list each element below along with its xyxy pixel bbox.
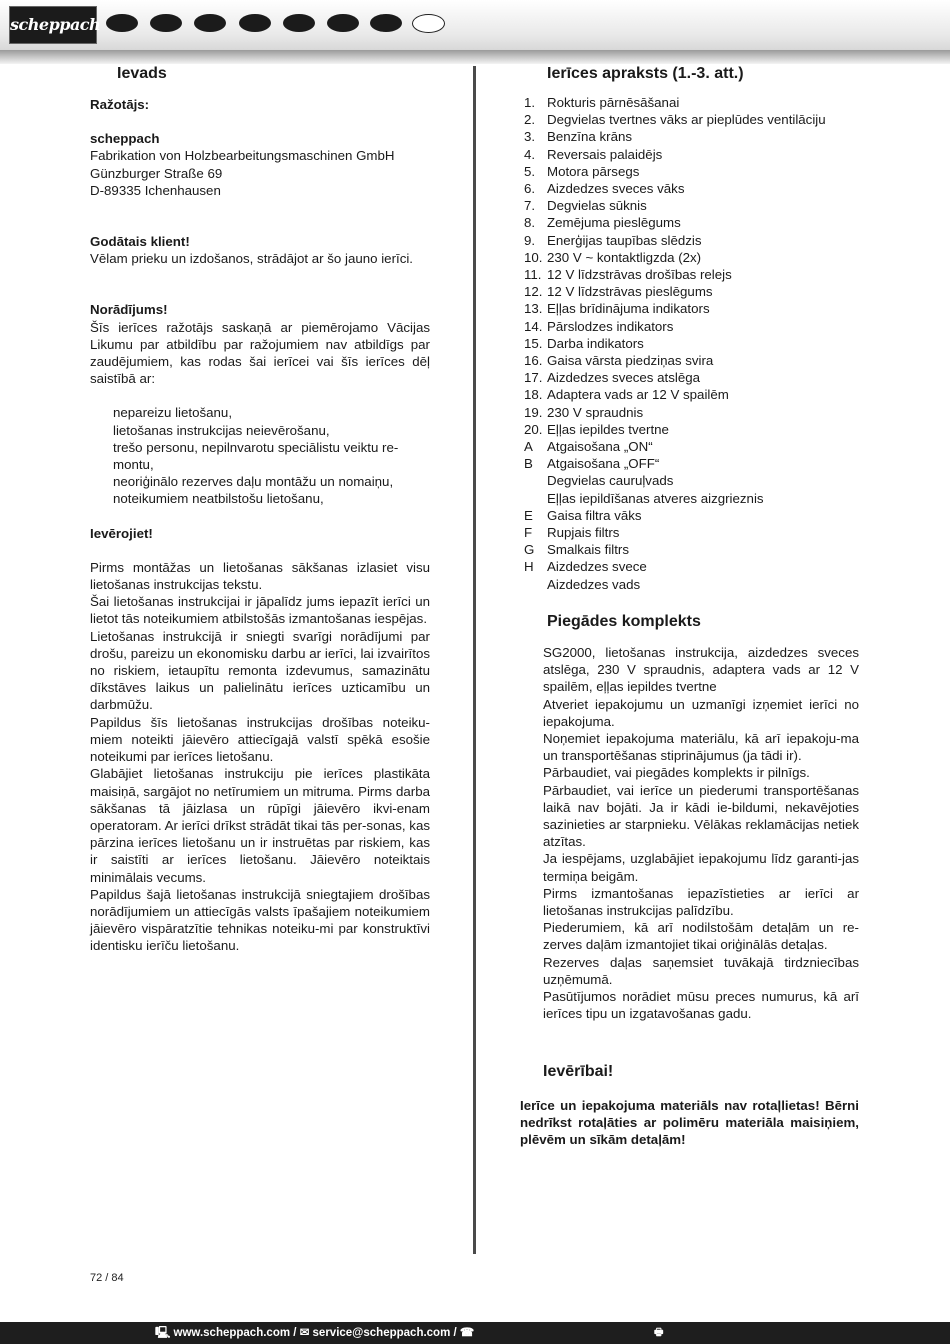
part-item: B Atgaisošana „OFF“	[524, 456, 660, 472]
paragraph: Pirms montāžas un lietošanas sākšanas izlasiet visu lietošanas instrukcijas tekstu.	[90, 559, 430, 593]
paragraph: Ja iespējams, uzglabājiet iepakojumu līdz garanti-jas termiņa beigām.	[543, 851, 859, 884]
list-item: lietošanas instrukcijas neievērošanu,	[113, 422, 330, 438]
part-item: 7. Degvielas sūknis	[524, 198, 647, 214]
part-item: 18. Adaptera vads ar 12 V spailēm	[524, 387, 729, 403]
page-number: 72 / 84	[90, 1272, 124, 1284]
language-dot	[239, 14, 271, 32]
part-item: 14. Pārslodzes indikators	[524, 318, 674, 334]
note-heading: Norādījums!	[90, 302, 168, 318]
part-item: 5. Motora pārsegs	[524, 163, 640, 179]
part-item: A Atgaisošana „ON“	[524, 439, 653, 455]
part-item: 8. Zemējuma pieslēgums	[524, 215, 681, 231]
part-item: 15. Darba indikators	[524, 335, 644, 351]
note-list	[90, 404, 430, 507]
part-item: Degvielas cauruļvads	[547, 473, 674, 489]
part-item: 1. Rokturis pārnēsāšanai	[524, 95, 680, 110]
part-item: 20. Eļļas iepildes tvertne	[524, 421, 669, 437]
list-item: neoriģinālo rezerves daļu montāžu un nomaiņu,	[113, 474, 394, 490]
left-column	[90, 62, 430, 955]
note-text: Šīs ierīces ražotājs saskaņā ar piemērojamo Vācijas Likumu par atbildību par ražojumiem nav atbildīgs par zaudējumiem, kas rodas šai ierīcei vai šīs ierīces dēļ saistībā ar:	[90, 319, 430, 387]
delivery-section	[543, 610, 859, 1022]
part-item: 12. 12 V līdzstrāvas pieslēgums	[524, 284, 713, 300]
language-dot	[150, 14, 182, 32]
section-title-delivery: Piegādes komplekts	[547, 613, 701, 630]
paragraph: Papildus šīs lietošanas instrukcijas drošības noteiku-miem noteikti jāievēro attiecīgajā valstī spēkā esošie noteikumi par ierīces lietošanu.	[90, 714, 430, 765]
list-item: trešo personu, nepilnvarotu speciālistu veiktu re-montu,	[113, 439, 399, 473]
paragraph: Pārbaudiet, vai ierīce un piederumi transportēšanas laikā nav bojāti. Ja ir kādi ie-bildumi, nekavējoties sazinieties ar starpnieku. Vēlākas reklamācijas netiek atzītas.	[543, 782, 859, 850]
paragraph: Pirms izmantošanas iepazīstieties ar ierīci ar lietošanas instrukcijas palīdzību.	[543, 885, 859, 919]
parts-list	[524, 94, 864, 593]
attention-text: Ierīce un iepakojuma materiāls nav rotaļlietas! Bērni nedrīkst rotaļāties ar polimēru materiāla maisiņiem, plēvēm un sīkām detaļām!	[520, 1098, 859, 1148]
part-item: 11. 12 V līdzstrāvas drošības relejs	[524, 267, 732, 283]
part-item: H Aizdedzes svece	[524, 559, 647, 575]
section-title-introduction: Ievads	[117, 65, 167, 82]
paragraph: Rezerves daļas saņemsiet tuvākajā tirdzniecības uzņēmumā.	[543, 954, 859, 987]
part-item: F Rupjais filtrs	[524, 525, 620, 541]
right-column	[524, 62, 864, 593]
language-dot	[327, 14, 359, 32]
observe-heading: Ievērojiet!	[90, 525, 153, 541]
phone-icon: ☎︎	[459, 1327, 475, 1339]
wish-text: Vēlam prieku un izdošanos, strādājot ar šo jauno ierīci.	[90, 251, 413, 267]
scheppach-logo: scheppach	[9, 6, 97, 44]
paragraph: Piederumiem, kā arī nodilstošām detaļām un re-zerves daļām izmantojiet tikai oriģinālās detaļas.	[543, 920, 859, 953]
part-item: 2. Degvielas tvertnes vāks ar pieplūdes ventilāciju	[524, 112, 826, 128]
computer-icon: 🖳︎	[155, 1327, 171, 1339]
part-item: E Gaisa filtra vāks	[524, 507, 642, 523]
paragraph: Pārbaudiet, vai piegādes komplekts ir pilnīgs.	[543, 765, 810, 781]
paragraph: Šai lietošanas instrukcijai ir jāpalīdz jums iepazīt ierīci un lietot tās noteikumiem atbilstošās izmantošanas iespējas.	[90, 594, 430, 627]
paragraph: SG2000, lietošanas instrukcija, aizdedzes sveces atslēga, 230 V spraudnis, adaptera vads ar 12 V spailēm, eļļas iepildes tvertne	[543, 645, 859, 695]
attention-heading-block	[543, 1060, 859, 1084]
part-item: 17. Aizdedzes sveces atslēga	[524, 370, 700, 386]
column-divider	[473, 66, 476, 1254]
part-item: Aizdedzes vads	[547, 576, 641, 592]
paragraph: Atveriet iepakojumu un uzmanīgi izņemiet ierīci no iepakojuma.	[543, 696, 859, 729]
language-dot	[283, 14, 315, 32]
part-item: 4. Reversais palaidējs	[524, 146, 663, 162]
address-line: D-89335 Ichenhausen	[90, 182, 221, 198]
language-dot-current	[412, 14, 445, 33]
part-item: 16. Gaisa vārsta piedziņas svira	[524, 353, 714, 369]
language-dot	[370, 14, 402, 32]
address-line: Günzburger Straße 69	[90, 165, 223, 181]
part-item: 9. Enerģijas taupības slēdzis	[524, 232, 702, 248]
manufacturer-label: Ražotājs:	[90, 97, 150, 112]
section-title-attention: Ievērībai!	[543, 1063, 614, 1080]
company-name: scheppach	[90, 131, 160, 147]
part-item: 13. Eļļas brīdinājuma indikators	[524, 301, 710, 317]
fax-icon: 🖶︎	[654, 1327, 664, 1338]
part-item: Eļļas iepildīšanas atveres aizgrieznis	[547, 490, 764, 506]
list-item: nepareizu lietošanu,	[113, 405, 233, 421]
website-link[interactable]: www.scheppach.com	[173, 1327, 291, 1339]
address-line: Fabrikation von Holzbearbeitungsmaschinen GmbH	[90, 148, 395, 164]
paragraph: Glabājiet lietošanas instrukciju pie ierīces plastikāta maisiņā, sargājot no netīrumiem un mitruma. Pirms darba sākšanas tā jāizlasa un rūpīgi jāievēro ikvi-enam operatoram. Ar ierīci drīkst strādāt tikai tās per-sonas, kas pārzina ierīces lietošanu un ir instruētas par riskiem, kas ir saistīti ar ierīces lietošanu. Jāievēro noteiktais minimālais vecums.	[90, 766, 430, 885]
page-footer	[0, 1322, 950, 1344]
paragraph: Lietošanas instrukcijā ir sniegti svarīgi norādījumi par drošu, pareizu un ekonomisku darbu ar ierīci, lai izvairītos no riskiem, ietaupītu remonta izdevumus, samazinātu dīkstāves laikus un palielinātu ierīces uzticamību un darbmūžu.	[90, 628, 430, 713]
list-item: noteikumiem neatbilstošu lietošanu,	[113, 491, 324, 507]
part-item: G Smalkais filtrs	[524, 542, 630, 558]
part-item: 19. 230 V spraudnis	[524, 404, 644, 420]
footer-contacts	[155, 1322, 474, 1344]
paragraph: Papildus šajā lietošanas instrukcijā sniegtajiem drošības norādījumiem un attiecīgās valsts īpašajiem noteikumiem jāievēro vispāratzītie tehnikas noteiku-mi par konstruktīvi identisku ierīču lietošanu.	[90, 886, 430, 954]
part-item: 3. Benzīna krāns	[524, 129, 633, 145]
separator: /	[453, 1327, 457, 1339]
language-dot	[106, 14, 138, 32]
paragraph: Noņemiet iepakojuma materiālu, kā arī iepakoju-ma un transportēšanas stiprinājumus (ja tādi ir).	[543, 731, 859, 764]
envelope-icon: ✉︎	[299, 1327, 310, 1339]
section-title-description: Ierīces apraksts (1.-3. att.)	[547, 65, 744, 82]
separator: /	[293, 1327, 297, 1339]
page-header	[0, 0, 950, 50]
part-item: 10. 230 V ~ kontaktligzda (2x)	[524, 249, 702, 265]
email-link[interactable]: service@scheppach.com	[312, 1327, 451, 1339]
paragraph: Pasūtījumos norādiet mūsu preces numurus, kā arī ierīces tipu un izgatavošanas gadu.	[543, 989, 859, 1022]
language-dot	[194, 14, 226, 32]
dear-customer-heading: Godātais klient!	[90, 234, 190, 250]
part-item: 6. Aizdedzes sveces vāks	[524, 181, 685, 197]
